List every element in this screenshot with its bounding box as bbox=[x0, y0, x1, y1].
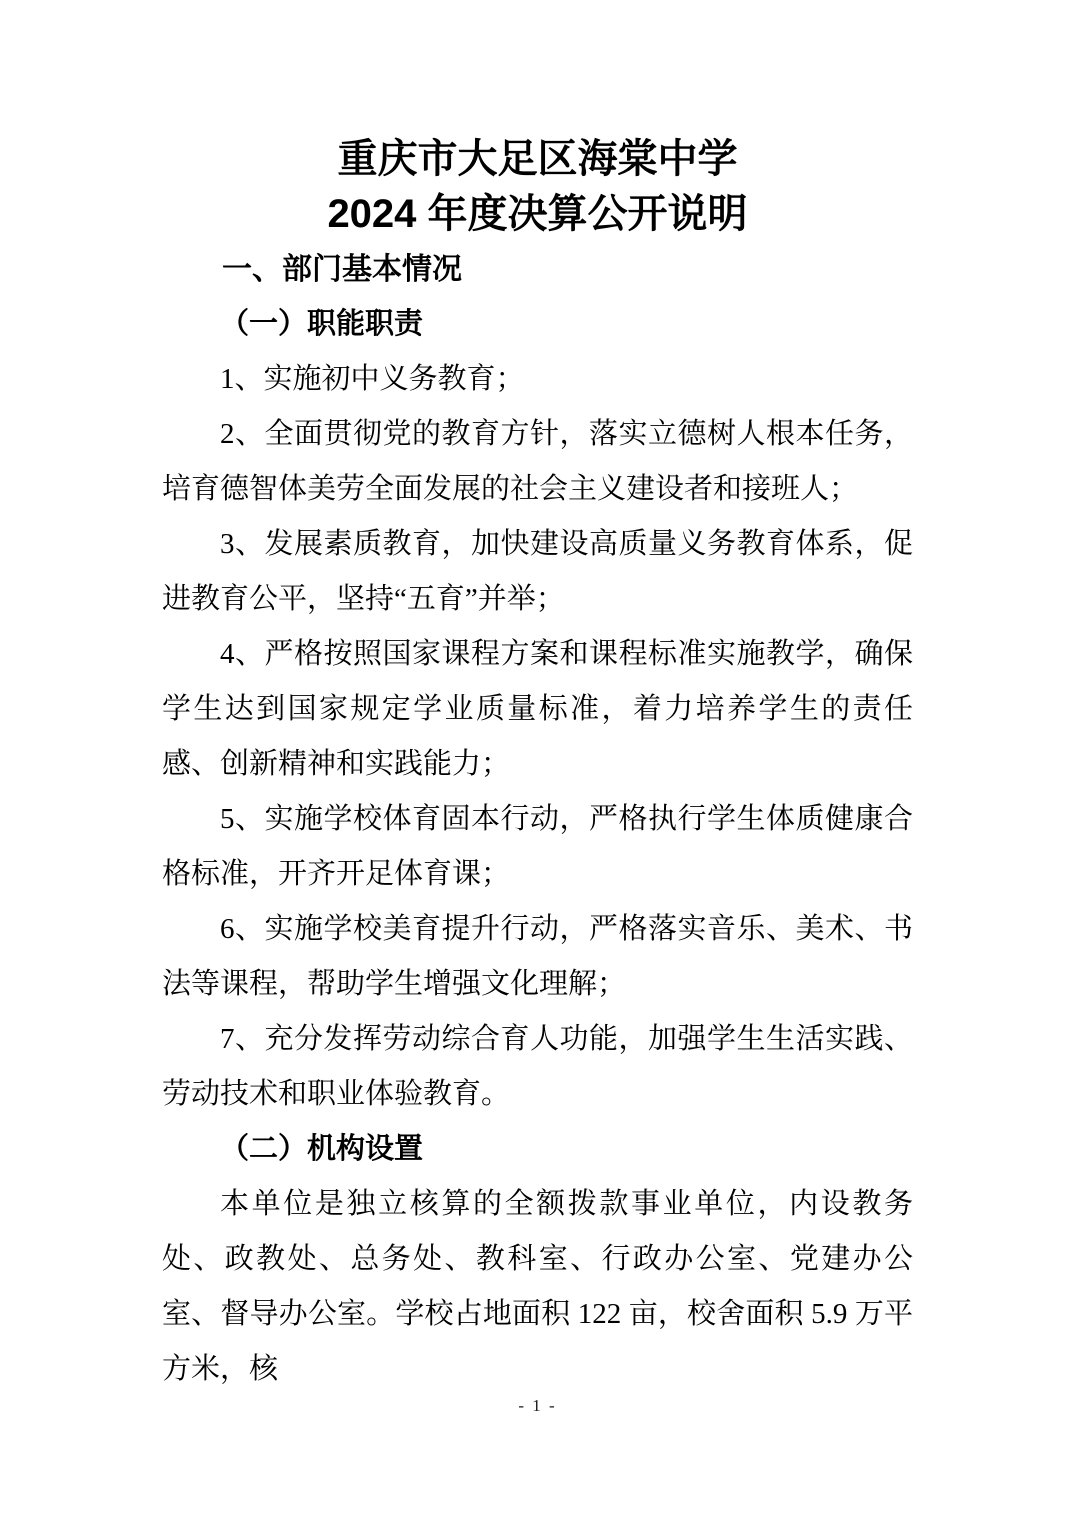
duty-item-6: 6、实施学校美育提升行动，严格落实音乐、美术、书法等课程，帮助学生增强文化理解； bbox=[162, 913, 913, 1000]
document-title-line1: 重庆市大足区海棠中学 bbox=[337, 137, 738, 181]
section-heading-basic-info: 一、部门基本情况 bbox=[222, 253, 462, 286]
document-title-line2: 2024 年度决算公开说明 bbox=[327, 192, 748, 236]
organization-paragraph: 本单位是独立核算的全额拨款事业单位，内设教务处、政教处、总务处、教科室、行政办公室、党建办公室、督导办公室。学校占地面积 122 亩，校舍面积 5.9 万平方米，核 bbox=[162, 1188, 913, 1385]
subsection-heading-duties: （一）职能职责 bbox=[220, 308, 424, 340]
duty-item-5: 5、实施学校体育固本行动，严格执行学生体质健康合格标准，开齐开足体育课； bbox=[162, 803, 913, 890]
subsection-heading-organization: （二）机构设置 bbox=[220, 1133, 424, 1165]
duty-item-4: 4、严格按照国家课程方案和课程标准实施教学，确保学生达到国家规定学业质量标准，着力培养学生的责任感、创新精神和实践能力； bbox=[162, 638, 913, 780]
duty-item-3: 3、发展素质教育，加快建设高质量义务教育体系，促进教育公平，坚持“五育”并举； bbox=[162, 528, 913, 615]
duty-item-7: 7、充分发挥劳动综合育人功能，加强学生生活实践、劳动技术和职业体验教育。 bbox=[162, 1023, 913, 1110]
duty-item-1: 1、实施初中义务教育； bbox=[220, 363, 525, 395]
duty-item-2: 2、全面贯彻党的教育方针，落实立德树人根本任务，培育德智体美劳全面发展的社会主义建设者和接班人； bbox=[162, 418, 913, 505]
page-number: - 1 - bbox=[518, 1396, 557, 1415]
